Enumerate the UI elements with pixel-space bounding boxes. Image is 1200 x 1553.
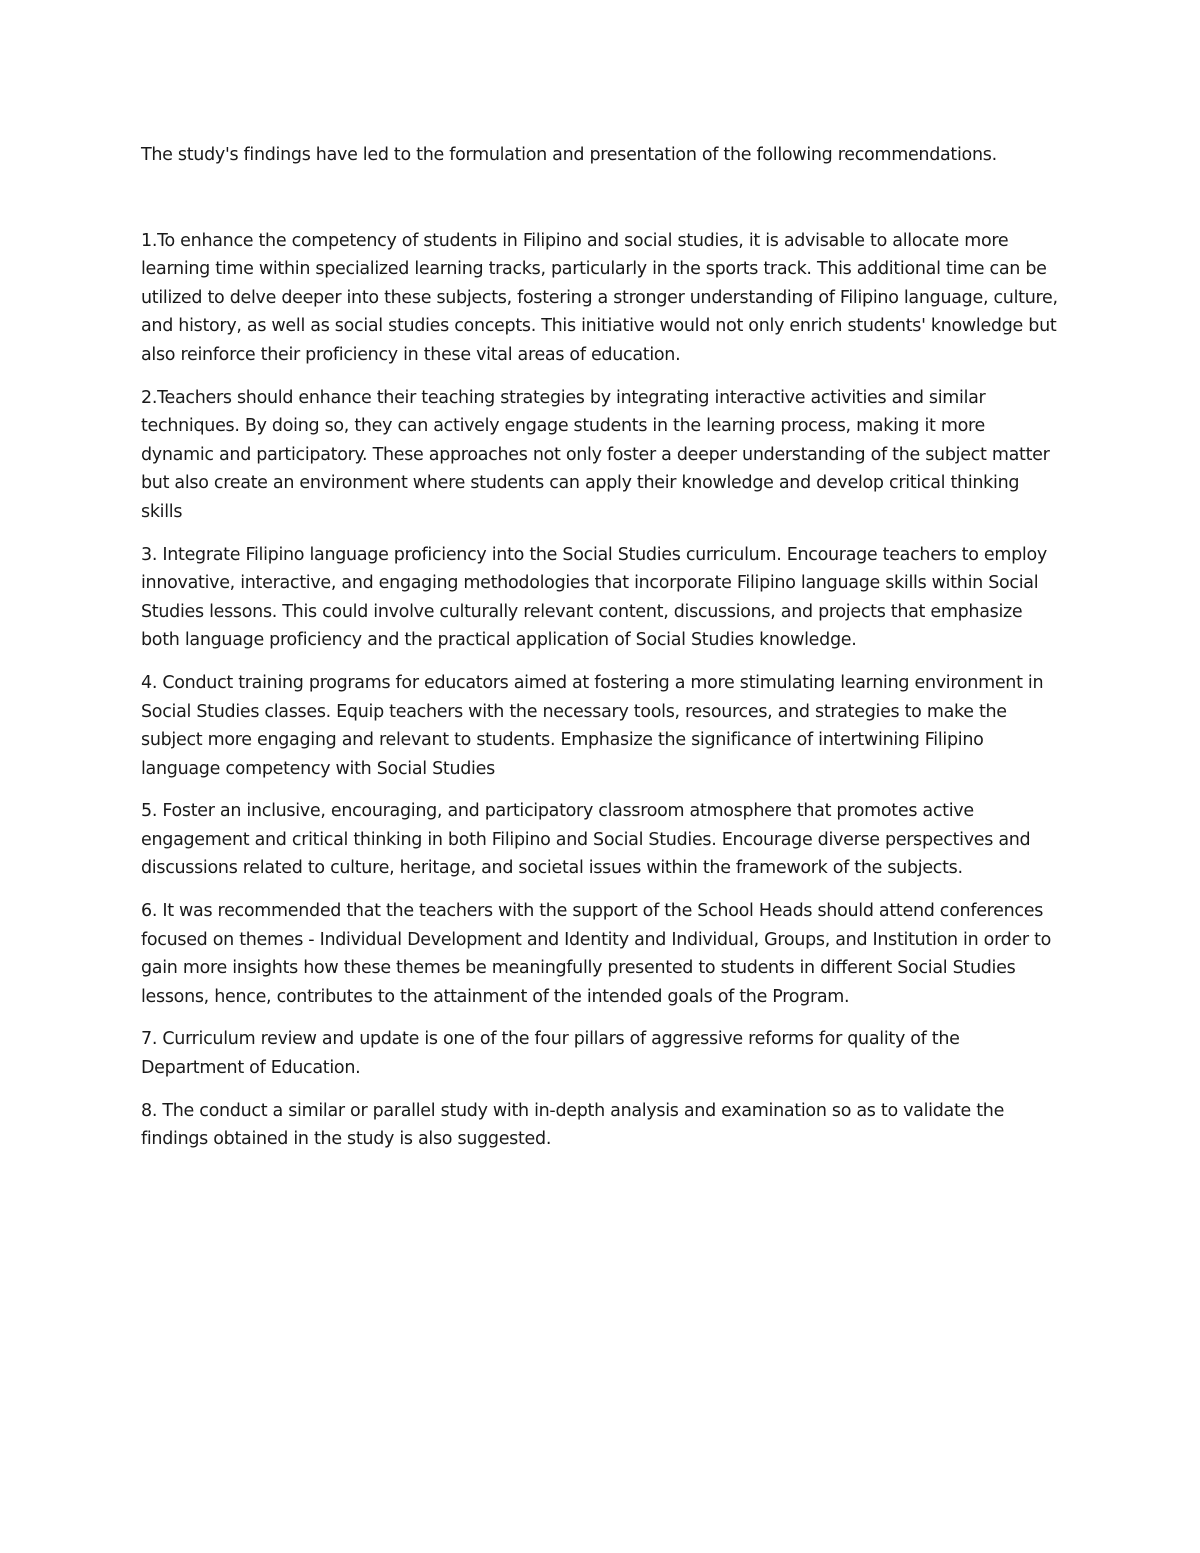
document-body	[141, 141, 1061, 1168]
intro-paragraph: The study's findings have led to the formulation and presentation of the following recommendations.	[141, 145, 997, 165]
recommendation-4: 4. Conduct training programs for educators aimed at fostering a more stimulating learning environment in Social Studies classes. Equip teachers with the necessary tools, resources, and strategies to make the subject more engaging and relevant to students. Emphasize the significance of intertwining Filipino language competency with Social Studies	[141, 672, 1044, 779]
recommendation-8: 8. The conduct a similar or parallel study with in-depth analysis and examination so as to validate the findings obtained in the study is also suggested.	[141, 1100, 1005, 1150]
recommendation-3: 3. Integrate Filipino language proficiency into the Social Studies curriculum. Encourage teachers to employ innovative, interactive, and engaging methodologies that incorporate Filipino language skills within Social Studies lessons. This could involve culturally relevant content, discussions, and projects that emphasize both language proficiency and the practical application of Social Studies knowledge.	[141, 544, 1047, 651]
recommendation-7: 7. Curriculum review and update is one of the four pillars of aggressive reforms for quality of the Department of Education.	[141, 1029, 960, 1079]
recommendation-5: 5. Foster an inclusive, encouraging, and participatory classroom atmosphere that promotes active engagement and critical thinking in both Filipino and Social Studies. Encourage diverse perspectives and discussions related to culture, heritage, and societal issues within the framework of the subjects.	[141, 801, 1031, 879]
recommendation-2: 2.Teachers should enhance their teaching strategies by integrating interactive activities and similar techniques. By doing so, they can actively engage students in the learning process, making it more dynamic and participatory. These approaches not only foster a deeper understanding of the subject matter but also create an environment where students can apply their knowledge and develop critical thinking skills	[141, 387, 1050, 522]
recommendation-1: 1.To enhance the competency of students in Filipino and social studies, it is advisable to allocate more learning time within specialized learning tracks, particularly in the sports track. This additional time can be utilized to delve deeper into these subjects, fostering a stronger understanding of Filipino language, culture, and history, as well as social studies concepts. This initiative would not only enrich students' knowledge but also reinforce their proficiency in these vital areas of education.	[141, 230, 1058, 365]
recommendation-6: 6. It was recommended that the teachers with the support of the School Heads should attend conferences focused on themes - Individual Development and Identity and Individual, Groups, and Institution in order to gain more insights how these themes be meaningfully presented to students in different Social Studies lessons, hence, contributes to the attainment of the intended goals of the Program.	[141, 901, 1052, 1007]
